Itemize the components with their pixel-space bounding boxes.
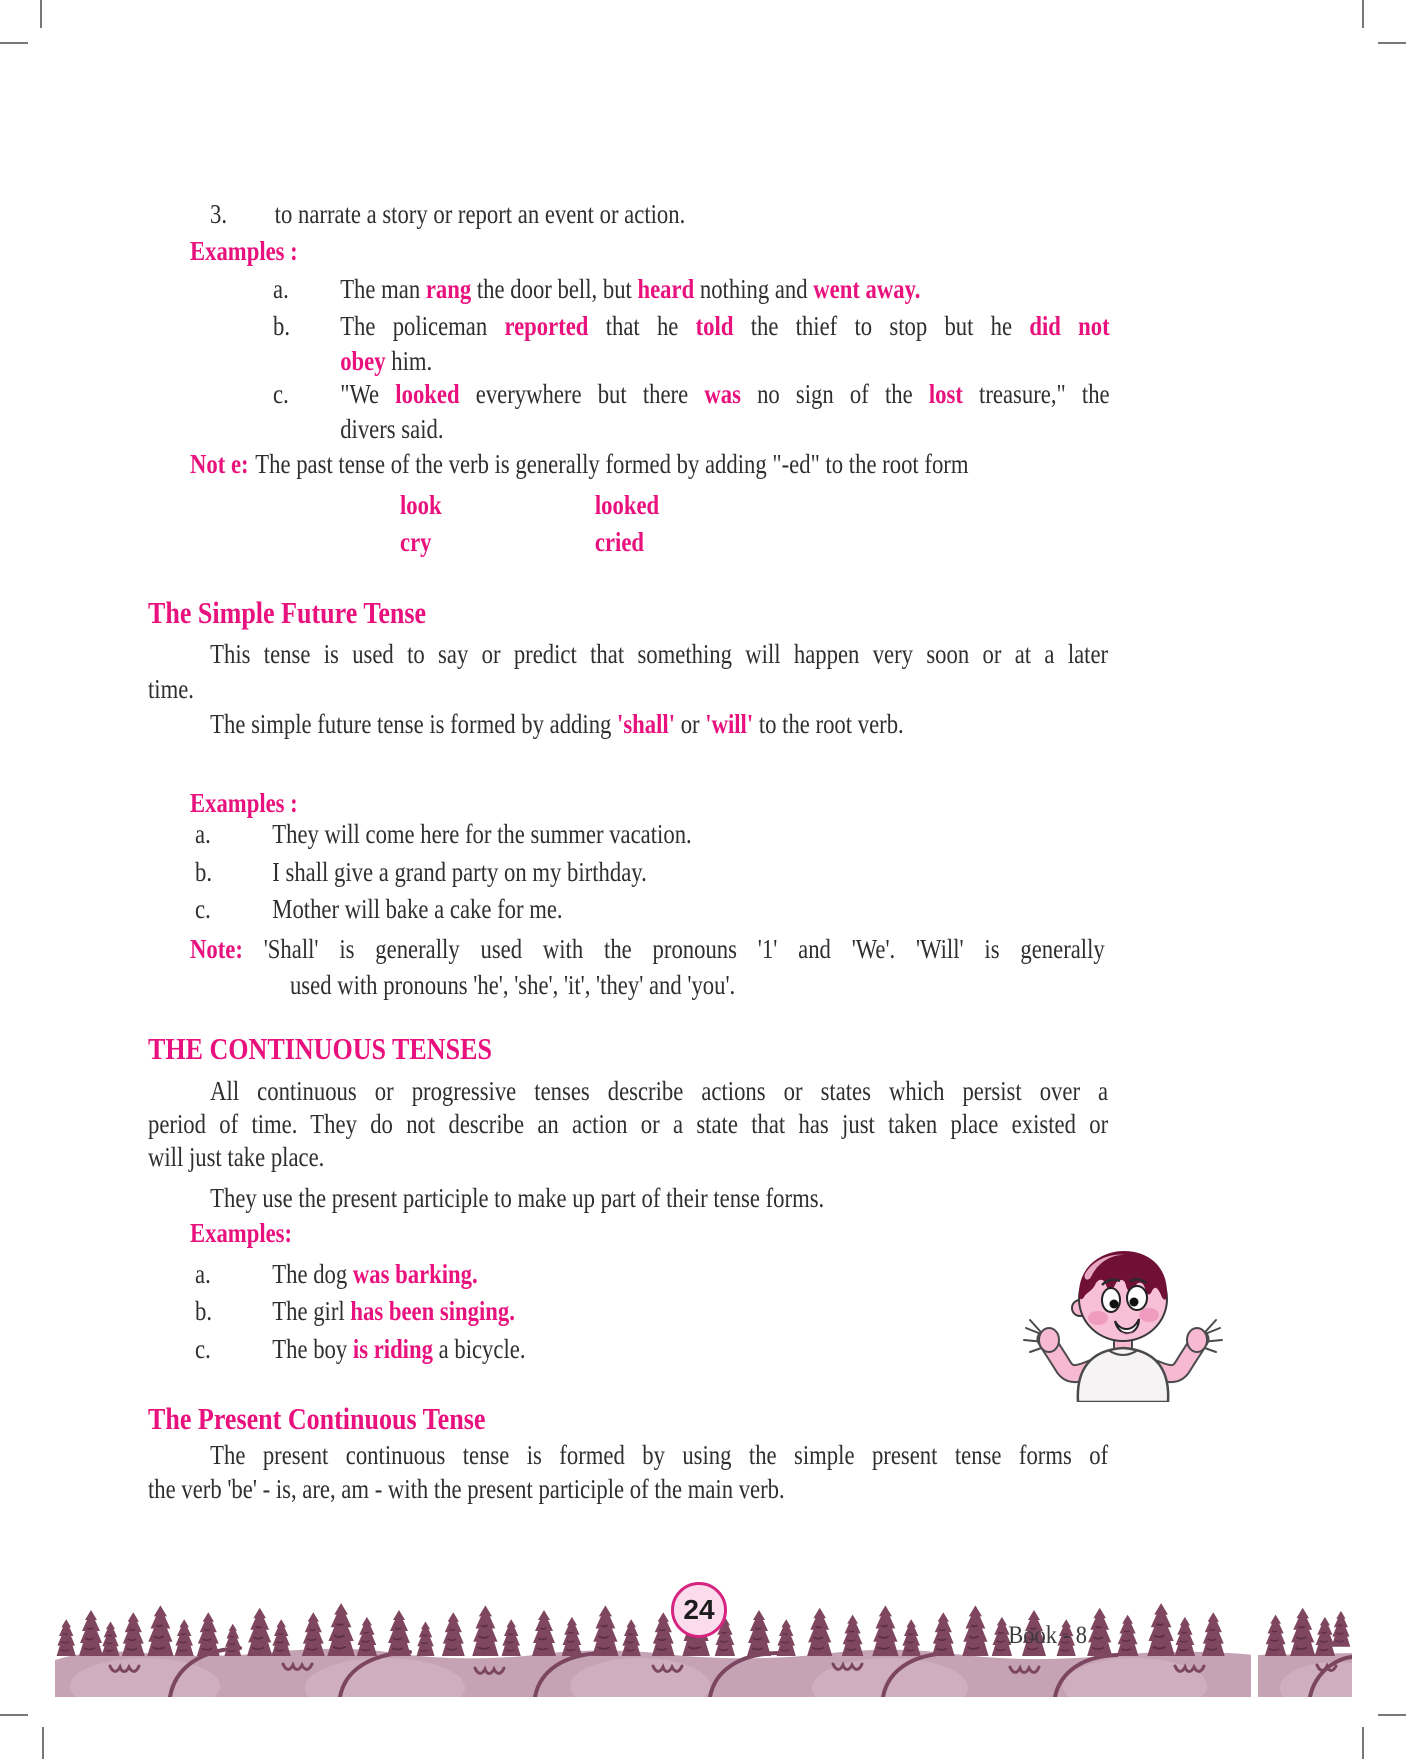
past-example-b <box>273 309 1110 379</box>
example-sentence: The dog was barking. <box>272 1259 478 1289</box>
crop-mark <box>1362 0 1364 28</box>
verb-row <box>400 524 904 561</box>
paragraph-line: The simple future tense is formed by adding 'shall' or 'will' to the root verb. <box>210 709 904 739</box>
section-heading-simple-future: The Simple Future Tense <box>148 595 427 630</box>
footer-trees-right <box>1265 1608 1350 1656</box>
crop-mark <box>1378 42 1406 44</box>
note-text: The past tense of the verb is generally formed by adding "-ed" to the root form <box>255 449 969 479</box>
paragraph-line: They use the present participle to make up part of their tense forms. <box>210 1183 825 1213</box>
continuous-example-c <box>195 1332 1110 1366</box>
example-sentence-line: divers said. <box>340 414 444 444</box>
crop-mark <box>40 0 42 28</box>
paragraph-line: the verb 'be' - is, are, am - with the present participle of the main verb. <box>148 1474 785 1504</box>
past-tense-use-item <box>210 197 1110 231</box>
future-example-c <box>195 892 1110 926</box>
list-text: to narrate a story or report an event or action. <box>274 199 686 229</box>
list-marker: c. <box>273 379 289 409</box>
list-marker: a. <box>273 274 289 304</box>
future-examples-label: Examples : <box>190 788 298 818</box>
note-label: Not e: <box>190 449 249 479</box>
paragraph-line: All continuous or progressive tenses describe actions or states which persist over a <box>210 1076 1109 1106</box>
past-examples-label: Examples : <box>190 236 298 266</box>
paragraph-line: time. <box>148 674 194 704</box>
boy-cartoon-illustration <box>1018 1244 1228 1402</box>
boy-pupil <box>1110 1300 1119 1309</box>
boy-tshirt <box>1078 1348 1168 1402</box>
example-sentence-line: obey him. <box>340 346 433 376</box>
future-intro-paragraph <box>148 637 1108 707</box>
example-sentence: Mother will bake a cake for me. <box>272 894 563 924</box>
example-sentence: The boy is riding a bicycle. <box>272 1334 526 1364</box>
example-sentence: They will come here for the summer vacation. <box>272 819 692 849</box>
boy-pupil <box>1130 1298 1139 1307</box>
page-number: 24 <box>683 1594 715 1625</box>
boy-eye <box>1127 1286 1147 1310</box>
example-sentence-line: "We looked everywhere but there was no sign of the lost treasure," the <box>340 379 1110 409</box>
future-formation-paragraph <box>148 707 1108 741</box>
list-marker: a. <box>195 1259 211 1289</box>
boy-eye <box>1102 1288 1120 1312</box>
note-line: used with pronouns 'he', 'she', 'it', 'they' and 'you'. <box>289 970 736 1000</box>
verb-past: cried <box>594 527 645 557</box>
example-sentence: The girl has been singing. <box>272 1296 515 1326</box>
paragraph-line: will just take place. <box>148 1142 325 1172</box>
continuous-example-b <box>195 1294 1110 1328</box>
verb-past: looked <box>594 490 660 520</box>
crop-mark <box>0 1714 28 1716</box>
verb-forms-table <box>400 487 904 561</box>
paragraph-line: period of time. They do not describe an action or a state that has just taken place existed or <box>148 1109 1109 1139</box>
note-line: Note: 'Shall' is generally used with the pronouns '1' and 'We'. 'Will' is generally <box>190 934 1105 964</box>
continuous-examples-label: Examples: <box>190 1218 293 1248</box>
example-sentence: I shall give a grand party on my birthday. <box>272 857 647 887</box>
paragraph-line: The present continuous tense is formed by using the simple present tense forms of <box>210 1440 1109 1470</box>
future-example-a <box>195 817 1110 851</box>
crop-mark <box>42 1727 44 1759</box>
list-marker: c. <box>195 1334 211 1364</box>
participle-paragraph <box>148 1181 1108 1215</box>
book-label: Book - 8 <box>1008 1622 1087 1649</box>
list-marker: c. <box>195 894 211 924</box>
section-heading-present-continuous: The Present Continuous Tense <box>148 1401 486 1436</box>
boy-blush <box>1139 1308 1159 1322</box>
crop-mark <box>0 42 28 44</box>
list-marker: 3. <box>210 199 228 229</box>
verb-root: cry <box>400 527 432 557</box>
list-marker: b. <box>195 857 213 887</box>
list-marker: a. <box>195 819 211 849</box>
crop-mark <box>1362 1727 1364 1759</box>
footer-seam <box>1251 1598 1258 1697</box>
boy-blush <box>1088 1311 1108 1325</box>
past-note <box>190 447 1110 481</box>
list-marker: b. <box>273 311 291 341</box>
list-marker: b. <box>195 1296 213 1326</box>
verb-root: look <box>400 490 442 520</box>
past-example-c <box>273 377 1110 447</box>
section-heading-continuous: THE CONTINUOUS TENSES <box>148 1031 492 1066</box>
continuous-example-a <box>195 1257 1110 1291</box>
past-example-a <box>273 271 1110 307</box>
boy-head <box>1072 1251 1167 1341</box>
page-number-badge <box>671 1582 727 1638</box>
future-note <box>190 931 1105 1003</box>
crop-mark <box>1378 1714 1406 1716</box>
verb-row <box>400 487 904 524</box>
example-sentence: The man rang the door bell, but heard nothing and went away. <box>340 274 921 304</box>
paragraph-line: This tense is used to say or predict that something will happen very soon or at a later <box>210 639 1109 669</box>
example-sentence-line: The policeman reported that he told the thief to stop but he did not <box>340 311 1110 341</box>
present-continuous-paragraph <box>148 1438 1108 1506</box>
continuous-paragraph <box>148 1075 1108 1174</box>
future-example-b <box>195 855 1110 889</box>
